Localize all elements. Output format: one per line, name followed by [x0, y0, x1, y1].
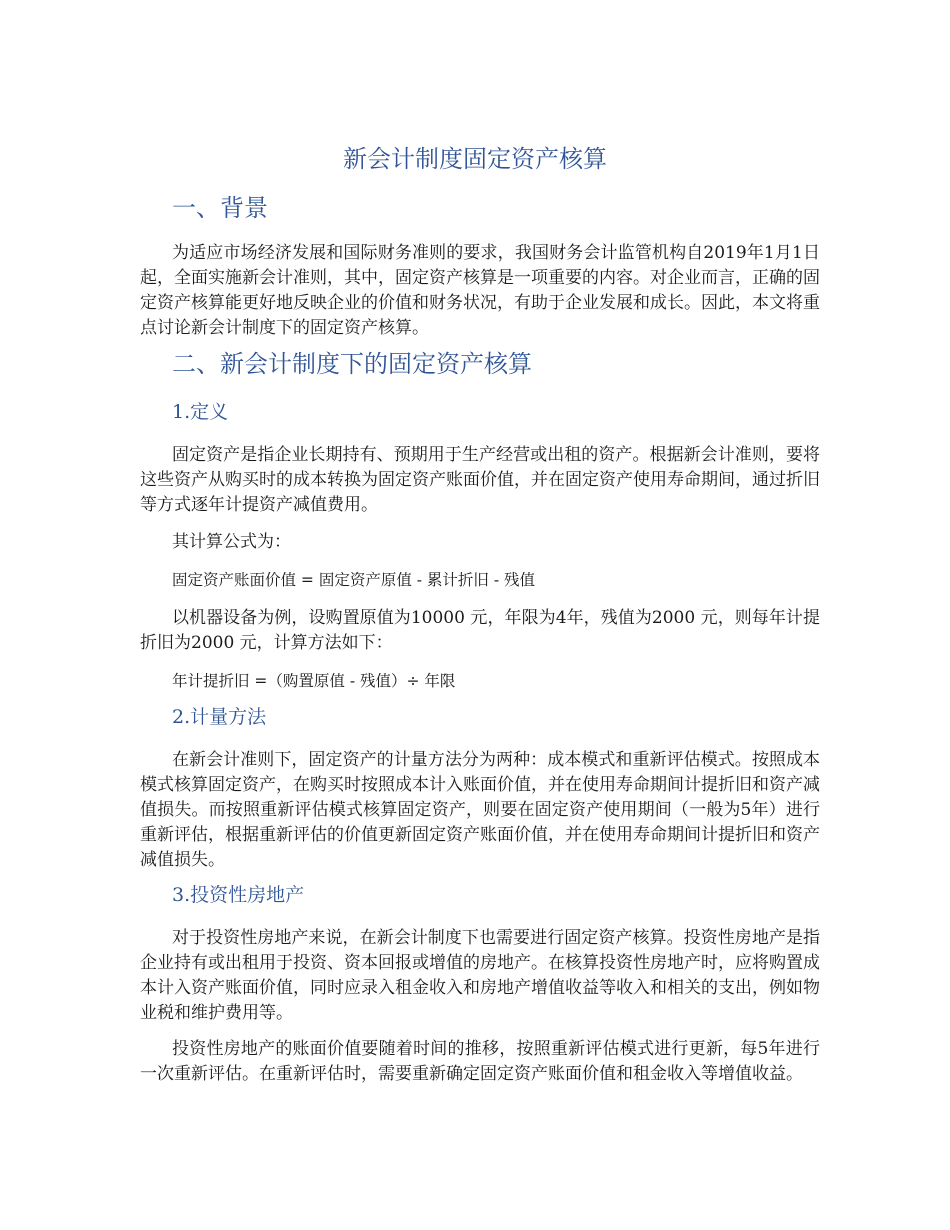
subsection-heading-investment-property: 3.投资性房地产: [172, 884, 305, 906]
paragraph-background: 为适应市场经济发展和国际财务准则的要求，我国财务会计监管机构自2019年1月1日起，全面实施新会计准则，其中，固定资产核算是一项重要的内容。对企业而言，正确的固定资产核算能更好地反映企业的价值和财务状况，有助于企业发展和成长。因此，本文将重点讨论新会计制度下的固定资产核算。: [140, 243, 820, 338]
paragraph-investment-property-1: 对于投资性房地产来说，在新会计制度下也需要进行固定资产核算。投资性房地产是指企业持有或出租用于投资、资本回报或增值的房地产。在核算投资性房地产时，应将购置成本计入资产账面价值，同时应录入租金收入和房地产增值收益等收入和相关的支出，例如物业税和维护费用等。: [140, 928, 820, 1023]
subsection-heading-definition: 1.定义: [172, 401, 229, 423]
formula-annual-depreciation: 年计提折旧 =（购置原值 - 残值）÷ 年限: [172, 672, 456, 690]
section-heading-accounting: 二、新会计制度下的固定资产核算: [172, 350, 532, 378]
section-heading-background: 一、背景: [172, 194, 268, 222]
subsection-heading-measurement: 2.计量方法: [172, 706, 267, 728]
document-title: 新会计制度固定资产核算: [343, 145, 607, 173]
paragraph-definition: 固定资产是指企业长期持有、预期用于生产经营或出租的资产。根据新会计准则，要将这些资产从购买时的成本转换为固定资产账面价值，并在固定资产使用寿命期间，通过折旧等方式逐年计提资产减值费用。: [140, 445, 820, 515]
formula-book-value: 固定资产账面价值 = 固定资产原值 - 累计折旧 - 残值: [172, 571, 536, 589]
paragraph-measurement: 在新会计准则下，固定资产的计量方法分为两种：成本模式和重新评估模式。按照成本模式核算固定资产，在购买时按照成本计入账面价值，并在使用寿命期间计提折旧和资产减值损失。而按照重新评估模式核算固定资产，则要在固定资产使用期间（一般为5年）进行重新评估，根据重新评估的价值更新固定资产账面价值，并在使用寿命期间计提折旧和资产减值损失。: [140, 750, 820, 870]
paragraph-formula-intro: 其计算公式为：: [172, 532, 291, 552]
paragraph-investment-property-2: 投资性房地产的账面价值要随着时间的推移，按照重新评估模式进行更新，每5年进行一次重新评估。在重新评估时，需要重新确定固定资产账面价值和租金收入等增值收益。: [140, 1039, 820, 1084]
paragraph-example: 以机器设备为例，设购置原值为10000 元，年限为4年，残值为2000 元，则每年计提折旧为2000 元，计算方法如下：: [140, 608, 820, 653]
